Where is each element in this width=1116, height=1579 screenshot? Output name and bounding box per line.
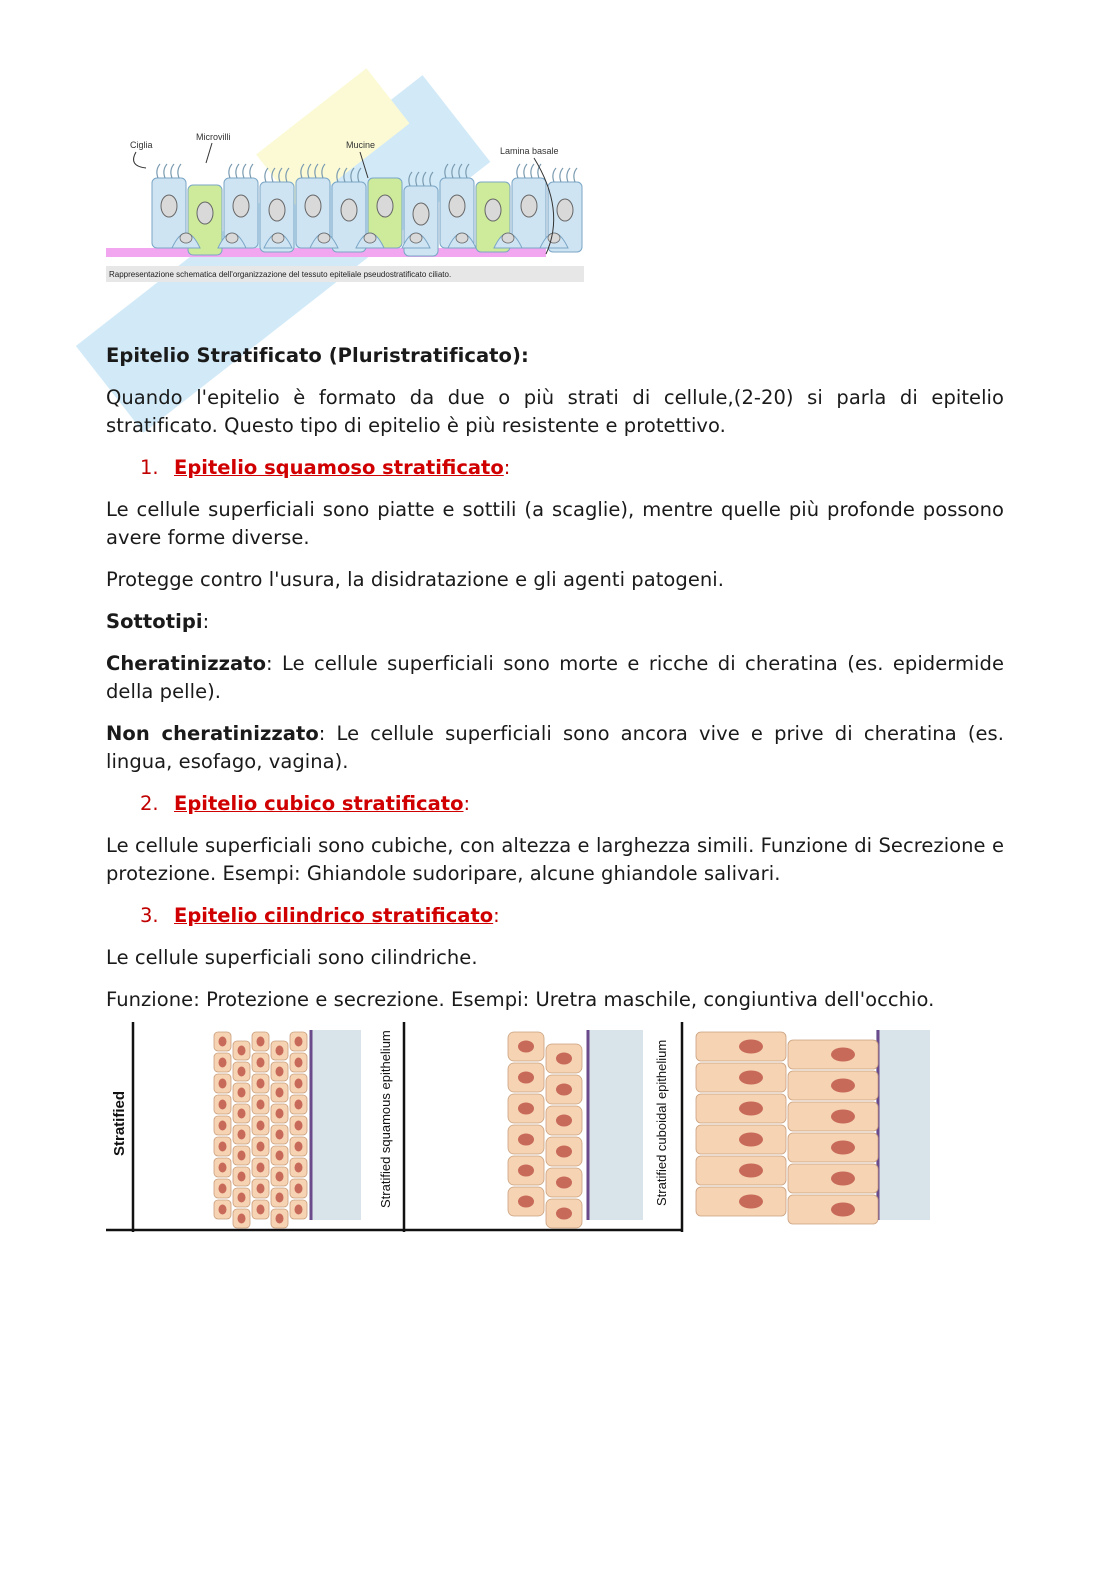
nucleus	[739, 1164, 763, 1178]
nucleus	[364, 233, 376, 243]
nucleus	[295, 1037, 303, 1047]
subtype-cheratinizzato	[106, 650, 1004, 706]
cilium	[560, 168, 563, 182]
nucleus	[831, 1110, 855, 1124]
nucleus	[295, 1100, 303, 1110]
nucleus	[518, 1072, 534, 1084]
list-colon: :	[493, 904, 500, 927]
nucleus	[257, 1037, 265, 1047]
nucleus	[410, 233, 422, 243]
paragraph: Funzione: Protezione e secrezione. Esempi: Uretra maschile, congiuntiva dell'occhio.	[106, 988, 935, 1011]
nucleus	[295, 1163, 303, 1173]
nucleus	[269, 199, 285, 221]
nucleus	[739, 1195, 763, 1209]
cilium	[265, 168, 268, 182]
cilium	[286, 168, 289, 182]
figure-caption: Rappresentazione schematica dell'organizzazione del tessuto epiteliale pseudostratificato ciliato.	[109, 270, 452, 279]
nucleus	[831, 1172, 855, 1186]
section-heading: Epitelio Stratificato (Pluristratificato):	[106, 344, 529, 367]
nucleus	[413, 203, 429, 225]
nucleus	[276, 1193, 284, 1203]
nucleus	[548, 233, 560, 243]
row-label-stratified: Stratified	[111, 1090, 128, 1156]
nucleus	[739, 1071, 763, 1085]
nucleus	[276, 1151, 284, 1161]
cilium	[567, 168, 570, 182]
nucleus	[219, 1121, 227, 1131]
nucleus	[197, 202, 213, 224]
nucleus	[295, 1058, 303, 1068]
cilium	[358, 168, 361, 182]
cilium	[452, 164, 455, 178]
cilium	[164, 164, 167, 178]
cilium	[409, 172, 412, 186]
nucleus	[557, 199, 573, 221]
list-item-3	[106, 902, 1004, 930]
cilium	[466, 164, 469, 178]
cilium	[171, 164, 174, 178]
nucleus	[276, 1088, 284, 1098]
list-number: 1.	[140, 456, 159, 479]
cilium	[531, 164, 534, 178]
nucleus	[238, 1214, 246, 1224]
figure-pseudostratified-epithelium	[106, 130, 586, 284]
nucleus	[318, 233, 330, 243]
cilium	[517, 164, 520, 178]
nucleus	[831, 1079, 855, 1093]
nucleus	[556, 1084, 572, 1096]
nucleus	[219, 1058, 227, 1068]
nucleus	[238, 1151, 246, 1161]
definition: : Le cellule superficiali sono morte e ricche di cheratina (es. epidermide della pelle).	[106, 652, 1004, 703]
subtypes-line	[106, 608, 1004, 636]
nucleus	[257, 1184, 265, 1194]
cilium	[279, 168, 282, 182]
list-colon: :	[463, 792, 471, 815]
nucleus	[238, 1046, 246, 1056]
cilium	[553, 168, 556, 182]
term: Cheratinizzato	[106, 652, 267, 675]
nucleus	[556, 1053, 572, 1065]
nucleus	[556, 1177, 572, 1189]
nucleus	[257, 1205, 265, 1215]
nucleus	[257, 1079, 265, 1089]
cilium	[243, 164, 246, 178]
paragraph: Le cellule superficiali sono piatte e sottili (a scaglie), mentre quelle più profonde possono avere forme diverse.	[106, 498, 1004, 549]
nucleus	[556, 1146, 572, 1158]
cilium	[301, 164, 304, 178]
list-colon: :	[503, 456, 511, 479]
label-mucine: Mucine	[346, 140, 376, 150]
nucleus	[219, 1100, 227, 1110]
nucleus	[295, 1121, 303, 1131]
cilium	[574, 168, 577, 182]
nucleus	[449, 195, 465, 217]
nucleus	[233, 195, 249, 217]
subtype-non-cheratinizzato	[106, 720, 1004, 776]
nucleus	[219, 1205, 227, 1215]
paragraph: Le cellule superficiali sono cubiche, con altezza e larghezza simili. Funzione di Secrezione e protezione. Esempi: Ghiandole sudoripare, alcune ghiandole salivari.	[106, 834, 1004, 885]
nucleus	[518, 1165, 534, 1177]
list-item-2	[106, 790, 1004, 818]
cilium	[308, 164, 311, 178]
cilium	[337, 168, 340, 182]
nucleus	[739, 1102, 763, 1116]
nucleus	[238, 1172, 246, 1182]
nucleus	[341, 199, 357, 221]
main-text	[106, 342, 1004, 1014]
nucleus	[276, 1130, 284, 1140]
nucleus	[219, 1079, 227, 1089]
nucleus	[226, 233, 238, 243]
nucleus	[502, 233, 514, 243]
nucleus	[739, 1040, 763, 1054]
nucleus	[238, 1130, 246, 1140]
nucleus	[276, 1046, 284, 1056]
cilium	[272, 168, 275, 182]
nucleus	[518, 1103, 534, 1115]
term: Non cheratinizzato	[106, 722, 319, 745]
cilium	[524, 164, 527, 178]
label-lamina-basale: Lamina basale	[500, 146, 559, 156]
nucleus	[238, 1067, 246, 1077]
list-title: Epitelio cubico stratificato	[174, 792, 464, 815]
list-title: Epitelio cilindrico stratificato	[174, 904, 494, 927]
cilium	[445, 164, 448, 178]
col-label-squamous: Stratified squamous epithelium	[378, 1030, 393, 1208]
list-number: 3.	[140, 904, 159, 927]
nucleus	[257, 1163, 265, 1173]
nucleus	[272, 233, 284, 243]
figure-stratified-epithelia	[106, 1022, 932, 1234]
nucleus	[219, 1184, 227, 1194]
nucleus	[276, 1172, 284, 1182]
col-label-cuboidal: Stratified cuboidal epithelium	[654, 1039, 669, 1206]
cilium	[416, 172, 419, 186]
label-ciglia: Ciglia	[130, 140, 153, 150]
nucleus	[305, 195, 321, 217]
paragraph: Protegge contro l'usura, la disidratazione e gli agenti patogeni.	[106, 568, 724, 591]
nucleus	[739, 1133, 763, 1147]
nucleus	[521, 195, 537, 217]
cilium	[430, 172, 433, 186]
cilium	[344, 168, 347, 182]
nucleus	[257, 1121, 265, 1131]
nucleus	[238, 1109, 246, 1119]
nucleus	[219, 1163, 227, 1173]
nucleus	[295, 1142, 303, 1152]
nucleus	[485, 199, 501, 221]
list-title: Epitelio squamoso stratificato	[174, 456, 504, 479]
nucleus	[295, 1079, 303, 1089]
list-number: 2.	[140, 792, 159, 815]
nucleus	[238, 1088, 246, 1098]
nucleus	[456, 233, 468, 243]
cilium	[351, 168, 354, 182]
subtypes-colon: :	[202, 610, 210, 633]
cilium	[459, 164, 462, 178]
nucleus	[831, 1141, 855, 1155]
nucleus	[556, 1208, 572, 1220]
nucleus	[276, 1109, 284, 1119]
cilium	[236, 164, 239, 178]
nucleus	[295, 1184, 303, 1194]
nucleus	[219, 1037, 227, 1047]
nucleus	[518, 1196, 534, 1208]
paragraph: Le cellule superficiali sono cilindriche.	[106, 946, 478, 969]
cilium	[229, 164, 232, 178]
cilium	[315, 164, 318, 178]
intro-paragraph: Quando l'epitelio è formato da due o più strati di cellule,(2-20) si parla di epitelio stratificato. Questo tipo di epitelio è più resistente e protettivo.	[106, 386, 1004, 437]
nucleus	[257, 1100, 265, 1110]
nucleus	[257, 1058, 265, 1068]
cilium	[322, 164, 325, 178]
list-item-1	[106, 454, 1004, 482]
nucleus	[556, 1115, 572, 1127]
label-microvilli: Microvilli	[196, 132, 231, 142]
nucleus	[219, 1142, 227, 1152]
cilium	[423, 172, 426, 186]
nucleus	[377, 195, 393, 217]
nucleus	[831, 1048, 855, 1062]
subtypes-label: Sottotipi	[106, 610, 203, 633]
cilium	[250, 164, 253, 178]
nucleus	[518, 1134, 534, 1146]
nucleus	[161, 195, 177, 217]
nucleus	[276, 1067, 284, 1077]
nucleus	[180, 233, 192, 243]
definition: : Le cellule superficiali sono ancora vive e prive di cheratina (es. lingua, esofago, vagina).	[106, 722, 1005, 773]
nucleus	[276, 1214, 284, 1224]
nucleus	[238, 1193, 246, 1203]
nucleus	[295, 1205, 303, 1215]
nucleus	[257, 1142, 265, 1152]
cilium	[178, 164, 181, 178]
cilium	[157, 164, 160, 178]
nucleus	[831, 1203, 855, 1217]
nucleus	[518, 1041, 534, 1053]
